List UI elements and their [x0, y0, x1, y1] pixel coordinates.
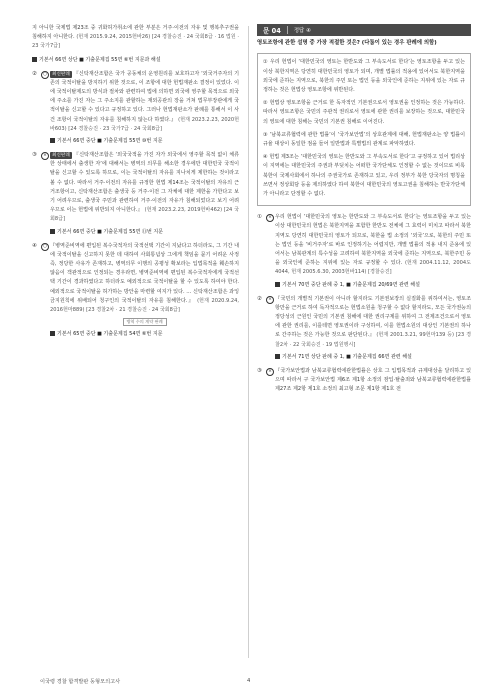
- left-column: [32, 24, 239, 344]
- page-number: 4: [247, 678, 251, 684]
- circle-check-icon: ○: [41, 243, 49, 251]
- reference-square-icon: [275, 354, 280, 359]
- item-reference-text: 기본서 71면 상단 판례 중 1, ■ 기출문제집 66면 관련 해설: [282, 353, 412, 360]
- item-number: ②: [32, 70, 37, 77]
- explanation-item-2: [32, 70, 239, 145]
- item-citation: (헌재 2023.2.23, 2019헌바462) [24 국회8급]: [50, 207, 239, 223]
- item-reference: [50, 228, 239, 236]
- intro-reference-text: 기본서 66면 상단 ■ 기출문제집 55면 ⑥번 지문과 해설: [39, 56, 161, 63]
- item-number: ④: [32, 242, 37, 249]
- intro-citation: (헌재 2015.9.24, 2015헌바26) [24 경찰승진 · 24 국회8급 · 16 법원 · 23 국가7급]: [32, 34, 239, 50]
- question-number: 문 04: [263, 27, 281, 35]
- options-box: [257, 53, 471, 206]
- column-divider: [248, 26, 249, 658]
- item-text: 우리 헌법이 ‘대한민국의 영토는 한반도와 그 부속도서로 한다’는 영토조항을 두고 있는 이상 대한민국의 헌법은 북한지역을 포함한 한반도 전체에 그 효력이 미치고 따라서 북한지역도 당연히 대한민국의 영토가 되므로, 북한을 법 소정의 ‘외국’으로, 북한의 주민 또는 법인 등을 ‘비거주자’로 바로 인정하기는 어렵지만, 개별 법률의 적용 내지 준용에 있어서는 남북관계의 특수성을 고려하여 북한지역을 외국에 준하는 지역으로, 북한주민 등을 외국인에 준하는 지위에 있는 자로 규정할 수 있다.: [275, 214, 471, 267]
- explanation-item-2-right: [257, 295, 471, 361]
- explanation-item-3: [32, 151, 239, 236]
- intro-paragraph: [32, 24, 239, 52]
- latest-case-tag: 최신판례: [52, 153, 70, 159]
- explanation-item-1: [257, 213, 471, 288]
- item-reference: [275, 353, 471, 361]
- intro-reference: [32, 56, 239, 64]
- reference-square-icon: [50, 138, 55, 143]
- option-2: ② 헌법상 영토조항을 근거로 한 독자적인 기본권으로서 영토권을 인정하는 것은 가능하다. 따라서 영토조항은 국민의 주관적 권리로서 영토에 관한 권리를 보장하는 것으로, 대한민국의 영토에 대한 침해는 국민의 기본권 침해로 이어진다.: [263, 100, 465, 125]
- explanation-item-4: [32, 242, 239, 339]
- item-reference-text: 기본서 70면 중단 판례 중 1, ■ 기출문제집 20/69면 관련 해설: [282, 281, 420, 288]
- option-3: ③ ‘남북교류협력에 관한 법률’이 ‘국가보안법’의 상호관계에 대해, 헌법재판소는 양 법률이 규율 대상이 동일한 점을 들어 일반법과 특별법의 관계로 파악하였다.: [263, 131, 465, 148]
- explanation-item-3-right: [257, 367, 471, 395]
- item-citation: (헌재 2023.2.23, 2020헌바603) [24 경찰승진 · 23 국가7급 · 24 국회8급]: [50, 116, 240, 132]
- item-body: [50, 151, 239, 225]
- intro-text: 지 아니한 국제법 제23조 중 귀화허가취소에 관한 부분은 거주·이전의 자유 및 행복추구권을 침해하지 아니한다.: [32, 25, 239, 41]
- item-text: 『국민의 개별적 기본권이 아니라 할지라도 기본권보장의 실질화를 위하여서는, 영토조항만을 근거로 하여 독자적으로는 헌법소원을 청구할 수 없다 할지라도, 모든 국가권능의 정당성의 근원인 국민의 기본권 침해에 대한 권리구제를 위하여 그 전제조건으로서 영토에 관한 권리를, 이를테면 영토권이라 구성하여, 이를 헌법소원의 대상인 기본권의 하나로 간주하는 것은 가능한 것으로 판단된다.』: [275, 295, 471, 339]
- item-body: [50, 70, 239, 134]
- item-citation: (헌재 2001.3.21, 99헌마139 등) [23 경찰2차 · 22 국회승진 · 19 법원행시]: [275, 332, 471, 348]
- right-column: [257, 24, 471, 399]
- circle-x-icon: ×: [266, 214, 274, 222]
- item-reference: [275, 281, 471, 289]
- circle-x-icon: ×: [41, 152, 49, 160]
- item-text: 『신탁재산조합은 국가 공동체의 운영원리를 보호하고자 ‘외국거주자의 기존의 국적이탈을 방지하기 위한 것으로, 이 조항에 대한 헌법재판소 결정이 있었다. 이에 국적이탈제도의 방식과 절차와 관련하여 법에 의하면 외국에 영주할 목적으로 외국에 주소를 가진 자는 그 주소지를 관할하는 재외공관의 장을 거쳐 법무부장관에게 국적이탈을 신고할 수 있다고 규정하고 있다. 그러나 헌법재판소가 판례를 통해서 이 사건 조항이 국적이탈의 자유를 침해하지 않는다 하였다.』: [50, 70, 240, 123]
- case-badge: 병역 수의 계약 판례: [123, 318, 167, 326]
- item-number: ②: [257, 295, 262, 302]
- circle-check-icon: ○: [41, 71, 49, 79]
- reference-square-icon: [32, 57, 37, 62]
- question-title: 영토조항에 관한 설명 중 가장 적절한 것은? (다툼이 있는 경우 판례에 의함): [257, 40, 437, 46]
- footer-title: 이국령 경찰 합격발판 동형모의고사: [40, 679, 121, 685]
- option-1: ① 우리 헌법이 ‘대한민국의 영토는 한반도와 그 부속도서로 한다’는 영토조항을 두고 있는 이상 북한지역은 당연히 대한민국의 영토가 되며, 개별 법률의 적용에 있어서도 북한지역을 외국에 준하는 지역으로, 북한의 주민 또는 법인 등을 외국인에 준하는 지위에 있는 자로 규정하는 것은 헌법상 영토조항에 위반된다.: [263, 59, 465, 94]
- item-body: [275, 295, 471, 350]
- item-reference-text: 기본서 66면 중단 ■ 기출문제집 55면 ⑩번 지문: [57, 138, 163, 145]
- item-body: [275, 213, 471, 277]
- item-reference: [50, 137, 239, 145]
- item-citation: (헌재 2004.11.12, 2004도4044, 헌재 2005.6.30, 2003헌바114) [경찰승진]: [275, 260, 471, 276]
- option-4: ④ 헌법 제3조는 ‘대한민국의 영토는 한반도와 그 부속도서로 한다’고 규정하고 있어 법리상 이 지역에는 대한민국의 주권과 부딪치는 어떠한 국가단체도 인정할 수 없는 것이므로 비록 북한이 국제사회에서 하나의 주권국가로 존재하고 있고, 우리 정부가 북한 당국자의 명칭을 쓰면서 정상회담 등을 제의하였다 하여 북한이 대한민국의 영토고권을 침해하는 반국가단체가 아니라고 단정할 수 없다.: [263, 154, 465, 198]
- item-number: ①: [257, 214, 262, 221]
- item-number: ③: [257, 367, 262, 374]
- item-body: [275, 367, 471, 395]
- item-text: 『국가보안법과 남북교류협력에관한법률은 상호 그 입법목적과 규제대상을 달리하고 있으며 따라서 구 국가보안법 제6조 제1항 소정의 잠입·탈출죄와 남북교류협력에관한법률 제27조 제2항 제1호 소정의 최고형 조문 제1항 제1호 전: [275, 367, 471, 393]
- latest-case-tag: 최신판례: [52, 71, 70, 77]
- item-text: 『병역준비역에 편입된 복수국적자의 국적선택 기간이 지났다고 하더라도, 그 기간 내에 국적이탈을 신고하지 못한 데 대하여 사회통념상 그에게 책임을 묻기 어려운 사정 즉, 정당한 사유가 존재하고, 병역의무 이행의 공평성 확보라는 입법목적을 훼손하지 않음이 객관적으로 인정되는 경우라면, 병역준비역에 편입된 복수국적자에게 국적선택 기간이 경과하였다고 하더라도 예외적으로 국적이탈을 할 수 있도록 하여야 한다. 예외적으로 국적이탈을 허가하는 방안을 마련할 여지가 있다. … 신탁재산조합은 과잉금지원칙에 위배되어 청구인의 국적이탈의 자유를 침해한다.』: [50, 242, 239, 304]
- reference-square-icon: [50, 331, 55, 336]
- item-text: 『신탁재산조합은 ‘외국국적을 가진 자가 외국에서 영주할 목적 없이 체류한 상태에서 출생한 자’에 대해서는 병역의 의무를 해소한 경우에만 대한민국 국적이탈을 신고할 수 있도록 하므로, 이는 국적이탈의 자유를 지나치게 제한하는 것이라고 볼 수 없다. 따라서 거주·이전의 자유를 규정한 헌법 제14조는 국적이탈의 자유의 근거조항이고, 신탁재산조합은 출생국 등 거주·이전 그 자체에 대한 제한을 가한다고 보기 어려우므로, 출생국 주민과 관련하여 거주·이전의 자유가 침해되었다고 보기 어려우므로 이는 헌법에 위반되지 아니한다.』: [50, 152, 239, 214]
- reference-square-icon: [50, 229, 55, 234]
- item-citation: (헌재 2020.9.24, 2016헌마889) [23 경찰2차 · 21 경찰승진 · 24 국회8급]: [50, 297, 240, 314]
- question-header: [257, 24, 471, 36]
- circle-x-icon: ×: [266, 296, 274, 304]
- answer-label: 정답 ④: [287, 26, 311, 34]
- circle-x-icon: ×: [266, 368, 274, 376]
- reference-square-icon: [275, 282, 280, 287]
- item-number: ③: [32, 152, 37, 159]
- item-reference: [50, 330, 239, 338]
- item-reference-text: 기본서 66면 중단 ■ 기출문제집 55면 ⑪번 지문: [57, 228, 164, 235]
- item-reference-text: 기본서 65면 중단 ■ 기출문제집 54면 ⑥번 지문: [57, 331, 163, 338]
- item-body: [50, 242, 239, 316]
